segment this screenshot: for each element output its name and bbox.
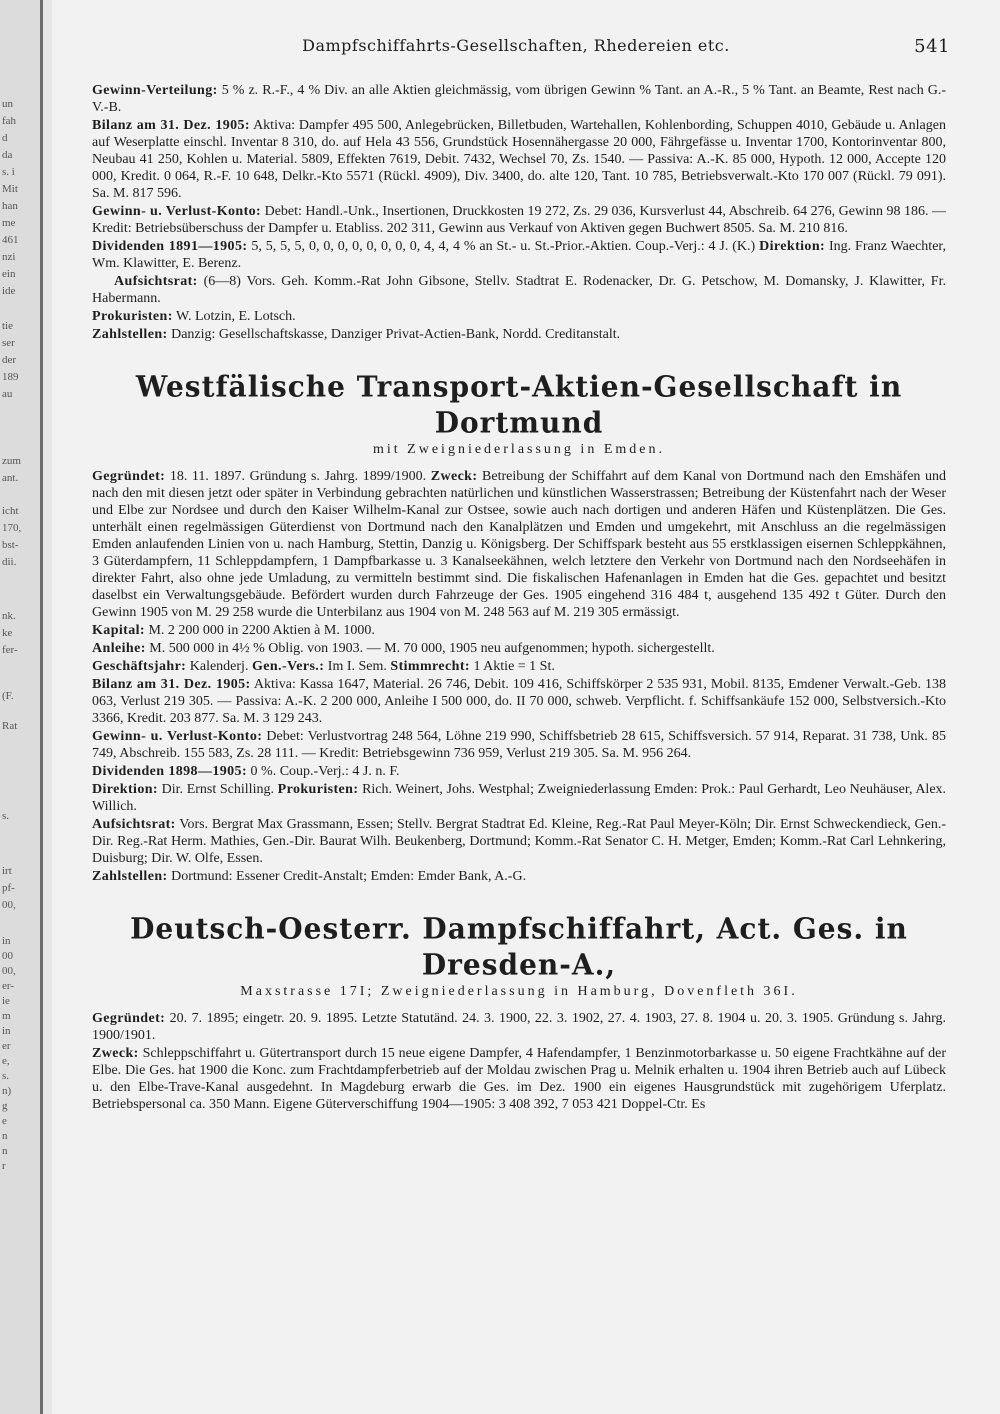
text-column [92, 82, 946, 1114]
gutter-fragment: s. i [2, 166, 15, 178]
gutter-fragment: nk. [2, 610, 16, 622]
gutter-fragment: nzi [2, 251, 16, 263]
gutter-fragment: 461 [2, 234, 19, 246]
gutter-fragment: han [2, 200, 18, 212]
paragraph-gegruendet-zweck: Gegründet: 18. 11. 1897. Gründung s. Jahrg. 1899/1900. Zweck: Betreibung der Schiffahrt auf dem Kanal von Dortmund nach den Emshäfen und nach den mit diesen jetzt oder später in Verbindung gebrachten natürlichen und künstlichen Wasserstrassen; Betreibung der Küstenfahrt nach der Weser und Elbe zur Nordsee und durch den Kaiser Wilhelm-Kanal zur Ostsee, sowie auch nach dortigen und anderen Häfen und Küstenplätzen. Die Ges. unterhält einen regelmässigen Güterdienst von Dortmund nach den Kanalplätzen und Emden und umgekehrt, mit Anschluss an die regelmässigen Emden anlaufenden Linien von u. nach Hamburg, Stettin, Danzig u. Königsberg. Der Schiffspark besteht aus 55 erstklassigen eisernen Schleppkähnen, 3 Güterdampfern, 11 Schleppdampfern, 1 Dampfbarkasse u. 3 Kanalseekähnen, welch letztere den Verkehr von Dortmund nach den Nordseehäfen in direkter Fahrt, also ohne jede Umladung, zu vermitteln bestimmt sind. Die fiskalischen Hafenanlagen in Emden hat die Ges. gepachtet und besitzt daselbst ein Verwaltungsgebäude. Befördert wurden durch Fahrzeuge der Ges. 1905 eingehend 316 484 t, ausgehend 135 492 t Güter. Durch den Gewinn 1905 von M. 29 258 wurde die Unterbilanz aus 1904 von M. 248 563 auf M. 219 305 ermässigt. [92, 469, 947, 620]
gutter-fragment: n [2, 1145, 8, 1157]
page-header [82, 36, 950, 55]
gutter-fragment: d [2, 132, 8, 144]
running-head: Dampfschiffahrts-Gesellschaften, Rhedereien etc. [302, 36, 730, 55]
gutter-fragment: s. [2, 1070, 10, 1082]
gutter-fragment: e [2, 1115, 7, 1127]
company-subtitle: Maxstrasse 17I; Zweigniederlassung in Hamburg, Dovenfleth 36I. [240, 984, 798, 999]
gutter-fragment: ide [2, 285, 16, 297]
gutter-fragment: me [2, 217, 16, 229]
entry-westfaelische-transport [92, 371, 946, 885]
paragraph-aufsichtsrat: Aufsichtsrat: Vors. Bergrat Max Grassmann, Essen; Stellv. Bergrat Stadtrat Ed. Kleine, Reg.-Rat Paul Meyer-Köln; Dir. Ernst Schweckendieck, Gen.-Dir. Reg.-Rat Herm. Mathies, Gen.-Dir. Baurat Wilh. Beukenberg, Dortmund; Komm.-Rat Senator C. H. Metger, Emden; Komm.-Rat Carl Lehnkering, Duisburg; Dir. W. Olfe, Essen. [92, 817, 946, 866]
gutter-fragment: ie [2, 995, 10, 1007]
gutter-fragment: ser [2, 337, 15, 349]
gutter-fragment: da [2, 149, 13, 161]
gutter-fragment: ke [2, 627, 13, 639]
gutter-fragment: r [2, 1160, 6, 1172]
paragraph-anleihe: Anleihe: M. 500 000 in 4½ % Oblig. von 1903. — M. 70 000, 1905 neu aufgenommen; hypoth. sichergestellt. [92, 641, 715, 656]
gutter-fragment: der [2, 354, 17, 366]
gutter-fragment: m [2, 1010, 11, 1022]
gutter-fragment: 189 [2, 371, 19, 383]
gutter-fragment: Mit [2, 183, 18, 195]
gutter-fragment: bst- [2, 539, 19, 551]
gutter-fragment: g [2, 1100, 8, 1112]
gutter-fragment: irt [2, 865, 12, 877]
paragraph-dividenden: Dividenden 1898—1905: 0 %. Coup.-Verj.: 4 J. n. F. [92, 764, 400, 779]
gutter-fragment: icht [2, 505, 19, 517]
gutter-fragment: un [2, 98, 13, 110]
paragraph-zweck: Zweck: Schleppschiffahrt u. Gütertransport durch 15 neue eigene Dampfer, 4 Hafendampfer, 1 Benzinmotorbarkasse u. 50 eigene Frachtkähne auf der Elbe. Die Ges. hat 1900 die Konc. zum Frachtdampferbetrieb auf der Moldau zwischen Prag u. Melnik erhalten u. 1904 ihren Betrieb auch auf Lübeck u. den Elbe-Trave-Kanal ausgedehnt. In Magdeburg erwarb die Ges. im Dez. 1900 ein eigenes Hausgrundstück mit zugehörigem Uferplatz. Betriebspersonal ca. 350 Mann. Eigene Güterverschiffung 1904—1905: 3 408 392, 7 053 421 Doppel-Ctr. Es [92, 1046, 947, 1112]
gutter-fragment: s. [2, 810, 10, 822]
gutter-fragment: fer- [2, 644, 18, 656]
paragraph-geschaeftsjahr: Geschäftsjahr: Kalenderj. Gen.-Vers.: Im I. Sem. Stimmrecht: 1 Aktie = 1 St. [92, 659, 555, 674]
paragraph-dividenden: Dividenden 1891—1905: 5, 5, 5, 5, 0, 0, 0, 0, 0, 0, 0, 0, 4, 4, 4 % an St.- u. St.-Prior.-Aktien. Coup.-Verj.: 4 J. (K.) Direktion: Ing. Franz Waechter, Wm. Klawitter, E. Berenz. [92, 239, 947, 271]
paragraph-gewinn-verteilung: Gewinn-Verteilung: 5 % z. R.-F., 4 % Div. an alle Aktien gleichmässig, vom übrigen Gewinn % Tant. an A.-R., 5 % Tant. an Beamte, Rest nach G.-V.-B. [92, 83, 947, 115]
gutter-fragment: zum [2, 455, 21, 467]
paragraph-aufsichtsrat: Aufsichtsrat: (6—8) Vors. Geh. Komm.-Rat John Gibsone, Stellv. Stadtrat E. Rodenacker, Dr. G. Petschow, M. Domansky, J. Klawitter, Fr. Habermann. [92, 274, 946, 306]
paragraph-zahlstellen: Zahlstellen: Danzig: Gesellschaftskasse, Danziger Privat-Actien-Bank, Nordd. Creditanstalt. [92, 327, 621, 342]
entry-deutsch-oesterr-dampfschiffahrt [92, 913, 946, 1113]
gutter-fragment: e, [2, 1055, 10, 1067]
adjacent-page-edge [0, 0, 43, 1414]
paragraph-prokuristen: Prokuristen: W. Lotzin, E. Lotsch. [92, 309, 296, 324]
gutter-fragment: n [2, 1130, 8, 1142]
gutter-fragment: in [2, 935, 11, 947]
gutter-fragment: 170, [2, 522, 22, 534]
gutter-fragment: pf- [2, 882, 15, 894]
paragraph-gegruendet: Gegründet: 20. 7. 1895; eingetr. 20. 9. 1895. Letzte Statutänd. 24. 3. 1900, 22. 3. 1902, 27. 4. 1903, 27. 8. 1904 u. 20. 3. 1905. Gründung s. Jahrg. 1900/1901. [92, 1011, 946, 1043]
gutter-fragment: in [2, 1025, 11, 1037]
gutter-fragment: au [2, 388, 13, 400]
paragraph-gewinn-verlust: Gewinn- u. Verlust-Konto: Debet: Handl.-Unk., Insertionen, Druckkosten 19 272, Zs. 29 036, Kursverlust 44, Abschreib. 64 276, Gewinn 98 186. — Kredit: Betriebsüberschuss der Dampfer u. Etabliss. 202 311, Gewinn aus Verkauf von Aktiven gegen Buchwert 8505. Sa. M. 210 816. [92, 204, 946, 236]
company-title: Westfälische Transport-Aktien-Gesellschaft in Dortmund [135, 369, 903, 440]
page-number: 541 [914, 36, 950, 57]
gutter-fragment: er [2, 1040, 11, 1052]
gutter-fragment: dii. [2, 556, 17, 568]
entry-danzig-continued [92, 82, 946, 343]
paragraph-kapital: Kapital: M. 2 200 000 in 2200 Aktien à M. 1000. [92, 623, 375, 638]
paragraph-zahlstellen: Zahlstellen: Dortmund: Essener Credit-Anstalt; Emden: Emder Bank, A.-G. [92, 869, 527, 884]
gutter-fragment: 00, [2, 965, 16, 977]
gutter-fragment: fah [2, 115, 17, 127]
gutter-fragment: n) [2, 1085, 12, 1097]
document-page [52, 0, 1000, 1414]
paragraph-bilanz: Bilanz am 31. Dez. 1905: Aktiva: Dampfer 495 500, Anlegebrücken, Billetbuden, Wartehallen, Kohlenbording, Schuppen 4010, Gebäude u. Anlagen auf Weserplatte einschl. Inventar 8 310, do. auf Hela 43 556, Grundstück Hosennähergasse 20 000, Fährgefässe u. Inventar 1700, Kontorinventar 800, Neubau 41 250, Kohlen u. Material. 5809, Effekten 7619, Debit. 7432, Wechsel 70, Zs. 1540. — Passiva: A.-K. 85 000, Hypoth. 12 000, Accepte 120 000, Kredit. 0 064, R.-F. 10 648, Delkr.-Kto 5571 (Rückl. 4909), Div. 3400, do. alte 120, Tant. 10 785, Betriebsverwalt.-Kto 170 007 (Rückl. 79 091). Sa. M. 817 596. [92, 118, 946, 201]
gutter-fragment: (F. [2, 690, 14, 702]
gutter-fragment: ant. [2, 472, 19, 484]
gutter-fragment: tie [2, 320, 13, 332]
company-title: Deutsch-Oesterr. Dampfschiffahrt, Act. Ges. in Dresden-A., [130, 911, 908, 982]
gutter-fragment: 00, [2, 899, 16, 911]
gutter-fragment: ein [2, 268, 16, 280]
paragraph-direktion: Direktion: Dir. Ernst Schilling. Prokuristen: Rich. Weinert, Johs. Westphal; Zweigniederlassung Emden: Prok.: Paul Gerhardt, Leo Neuhäuser, Alex. Willich. [92, 782, 947, 814]
company-subtitle: mit Zweigniederlassung in Emden. [373, 442, 665, 457]
paragraph-gewinn-verlust: Gewinn- u. Verlust-Konto: Debet: Verlustvortrag 248 564, Löhne 219 990, Schiffsbetrieb 28 615, Schiffsversich. 57 914, Reparat. 31 738, Unk. 85 749, Abschreib. 155 583, Zs. 28 111. — Kredit: Betriebsgewinn 736 959, Verlust 219 305. Sa. M. 956 264. [92, 729, 946, 761]
paragraph-bilanz: Bilanz am 31. Dez. 1905: Aktiva: Kassa 1647, Material. 26 746, Debit. 109 416, Schiffskörper 2 535 931, Mobil. 8135, Emdener Verwalt.-Geb. 138 063, Verlust 219 305. — Passiva: A.-K. 2 200 000, Anleihe I 500 000, do. II 70 000, schweb. Verpflicht. f. Schiffsankäufe 152 000, Selbstversich.-Kto 3366, Kredit. 203 877. Sa. M. 3 129 243. [92, 677, 946, 726]
gutter-fragment: er- [2, 980, 14, 992]
gutter-fragment: Rat [2, 720, 18, 732]
gutter-fragment: 00 [2, 950, 13, 962]
